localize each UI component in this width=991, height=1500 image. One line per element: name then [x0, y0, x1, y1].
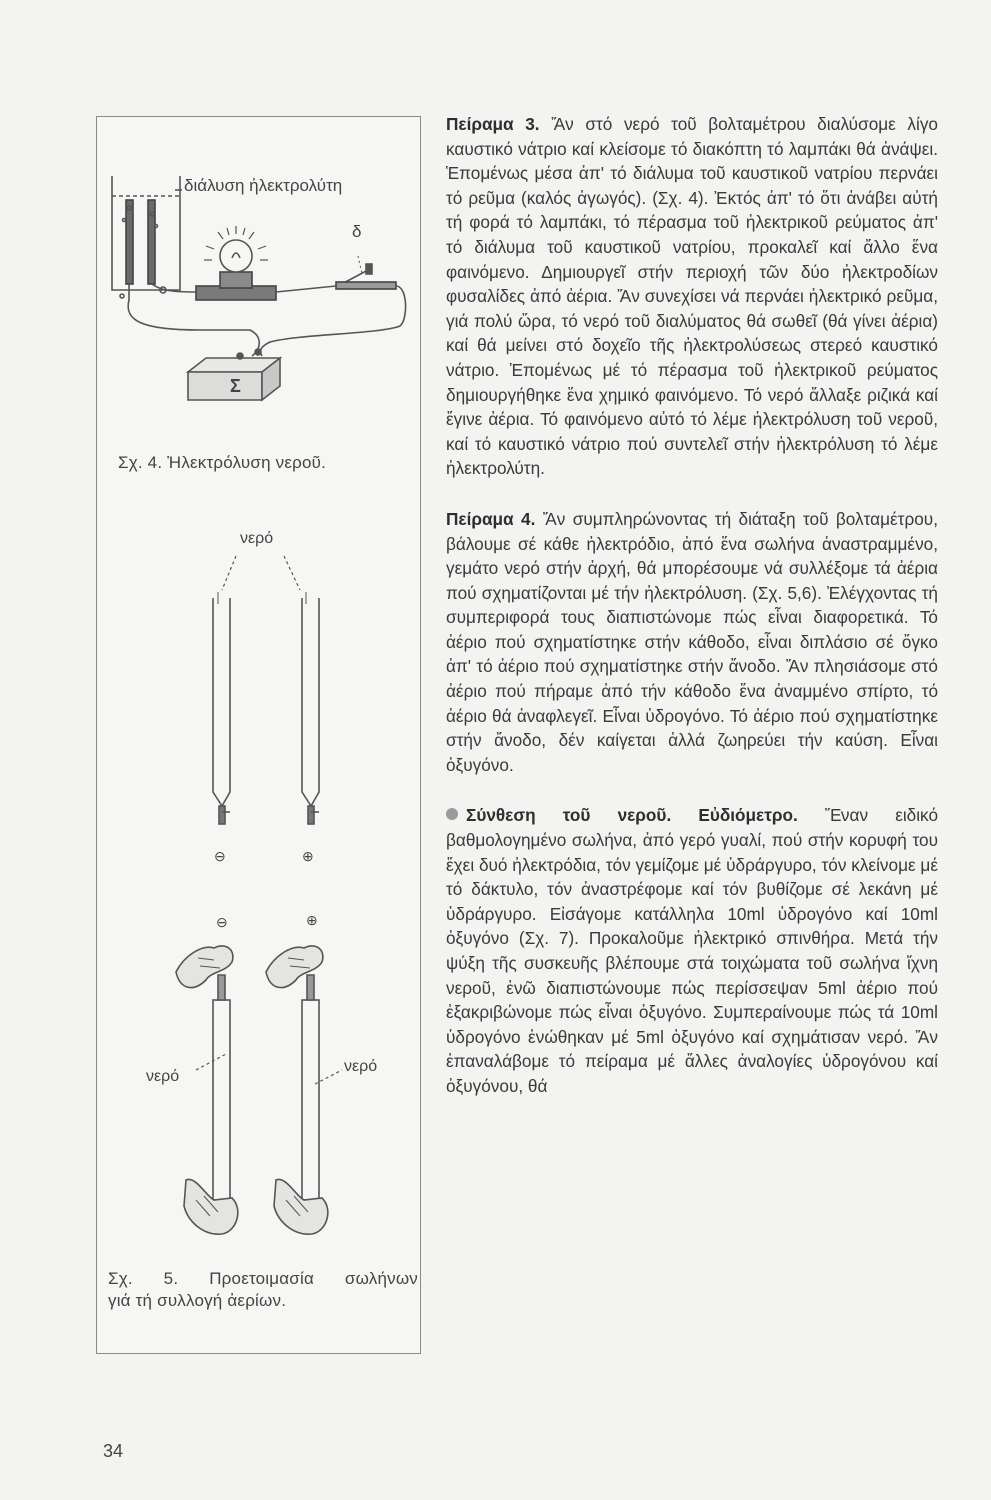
- electrolysis-circuit-drawing: [112, 176, 406, 400]
- paragraph-experiment-3: [446, 112, 938, 481]
- main-text: [446, 112, 938, 1099]
- figure-5-caption-line2: γιά τή συλλογή ἀερίων.: [108, 1291, 287, 1310]
- paragraph-water-synthesis: [446, 803, 938, 1098]
- heading-water-synthesis: Σύνθεση τοῦ νεροῦ. Εὐδιόμετρο.: [466, 805, 798, 826]
- label-switch: δ: [352, 222, 362, 241]
- label-water-left: νερό: [146, 1068, 180, 1085]
- figure-5-caption: [108, 1268, 418, 1312]
- collection-tubes-drawing: [213, 556, 319, 824]
- heading-experiment-3: Πείραμα 3.: [446, 114, 540, 134]
- bullet-icon: [446, 808, 458, 820]
- heading-experiment-4: Πείραμα 4.: [446, 508, 536, 529]
- minus-sign-top: ⊖: [214, 848, 226, 864]
- body-experiment-4: Ἄν συμπληρώνοντας τή διάταξη τοῦ βολταμέτρου, βάλουμε σέ κάθε ἠλεκτρόδιο, ἀπό ἕνα σωλήνα ἀναστραμμένο, γεμάτο νερό στήν ἀρχή, θά μπορέσουμε νά συλλέξομε τά ἀέρια πού σχηματίζονται μέ τήν ἠλεκτρόλυση. (Σχ. 5,6). Ἐλέγχοντας τή συμπεριφορά τους διαπιστώνομε πώς εἶναι διαφορετικά. Τό ἀέριο πού σχηματίστηκε στήν κάθοδο, εἶναι διπλάσιο σέ ὄγκο ἀπ' τό ἀέριο πού σχηματίστηκε στήν ἄνοδο. Ἄν πλησιάσομε στό ἀέριο πού πήραμε ἀπό τήν κάθοδο ἕνα ἀναμμένο σπίρτο, τό ἀέριο θά ἀναφλεγεῖ. Εἶναι ὑδρογόνο. Τό ἀέριο πού σχηματίστηκε στήν ἄνοδο, δέν καίγεται ἀλλά ζωηρεύει τήν καύση. Εἶναι ὀξυγόνο.: [446, 508, 938, 775]
- figure-4-caption: Σχ. 4. Ἠλεκτρόλυση νεροῦ.: [118, 453, 327, 472]
- plus-sign-bottom: ⊕: [306, 912, 318, 928]
- plus-sign-top: ⊕: [302, 848, 314, 864]
- figure-5-caption-line1: Σχ. 5. Προετοιμασία σωλήνων: [108, 1269, 418, 1288]
- label-electrolyte-solution: διάλυση ἠλεκτρολύτη: [184, 176, 343, 195]
- body-experiment-3: Ἄν στό νερό τοῦ βολταμέτρου διαλύσομε λίγο καυστικό νάτριο καί κλείσομε τό διακόπτη τό λαμπάκι θά ἀνάψει. Ἑπομένως μέσα ἀπ' τό διάλυμα τοῦ καυστικοῦ νατρίου περνάει τό ρεῦμα (καλός ἀγωγός). (Σχ. 4). Ἐκτός ἀπ' τό ὅτι ἀνάβει αὐτή τή φορά τό λαμπάκι, τό πέρασμα τοῦ ἠλεκτρικοῦ ρεύματος ἀπ' τό διάλυμα τοῦ καυστικοῦ νατρίου, προκαλεῖ καί ἄλλο ἕνα φαινόμενο. Δημιουργεῖ στήν περιοχή τῶν δύο ἠλεκτροδίων φυσαλίδες ἀπό ἀέρια. Ἄν συνεχίσει νά περνάει ἠλεκτρικό ρεῦμα, γιά πολύ ὥρα, τό νερό τοῦ διαλύματος θά σωθεῖ (θά γίνει ἀέρια) καί θά μείνει στό δοχεῖο τῆς ἠλεκτρολύσεως στερεό καυστικό νάτριο. Ἑπομένως μέ τό πέρασμα τοῦ ἠλεκτρικοῦ ρεύματος δημιουργήθηκε ἕνα χημικό φαινόμενο. Τό νερό ἄλλαξε ριζικά καί ἔγινε ἀέρια. Τό φαινόμενο αὐτό τό λέμε ἠλεκτρόλυση τοῦ νεροῦ, καί τό καυστικό νάτριο πού συντελεῖ στήν ἠλεκτρόλυση τό λέμε ἠλεκτρολύτη.: [446, 114, 938, 479]
- hands-tubes-drawing: [176, 946, 342, 1234]
- body-water-synthesis: Ἕναν ειδικό βαθμολογημένο σωλήνα, ἀπό γερό γυαλί, πού στήν κορυφή του ἔχει δυό ἠλεκτρόδια, τόν γεμίζομε μέ ὑδράργυρο, τόν κλείνομε μέ τό δάκτυλο, τόν ἀναστρέφομε καί τόν βυθίζομε σέ λεκάνη μέ ὑδράργυρο. Εἰσάγομε κατάλληλα 10ml ὑδρογόνο καί 10ml ὀξυγόνο (Σχ. 7). Προκαλοῦμε ἠλεκτρικό σπινθήρα. Μετά τήν ψύξη τῆς συσκευῆς βλέπουμε στά τοιχώματα τοῦ σωλήνα ἴχνη νεροῦ, ἐνῶ διαπιστώνουμε πώς περίσσεψαν 5ml ἀέριο πού ἐξακριβώνομε πώς εἶναι ὀξυγόνο. Συμπεραίνουμε πώς τά 10ml ὑδρογόνο ἑνώθηκαν μέ 5ml ὀξυγόνο καί σχημάτισαν νερό. Ἄν ἐπαναλάβομε τό πείραμα μέ ἄλλες ἀναλογίες ὑδρογόνου καί ὀξυγόνου, θά: [446, 805, 939, 1096]
- label-battery: Σ: [230, 376, 241, 396]
- label-water-right: νερό: [344, 1058, 378, 1075]
- paragraph-experiment-4: [446, 507, 938, 778]
- page-number: 34: [103, 1441, 124, 1461]
- minus-sign-bottom: ⊖: [216, 914, 228, 930]
- label-water-top: νερό: [240, 530, 274, 547]
